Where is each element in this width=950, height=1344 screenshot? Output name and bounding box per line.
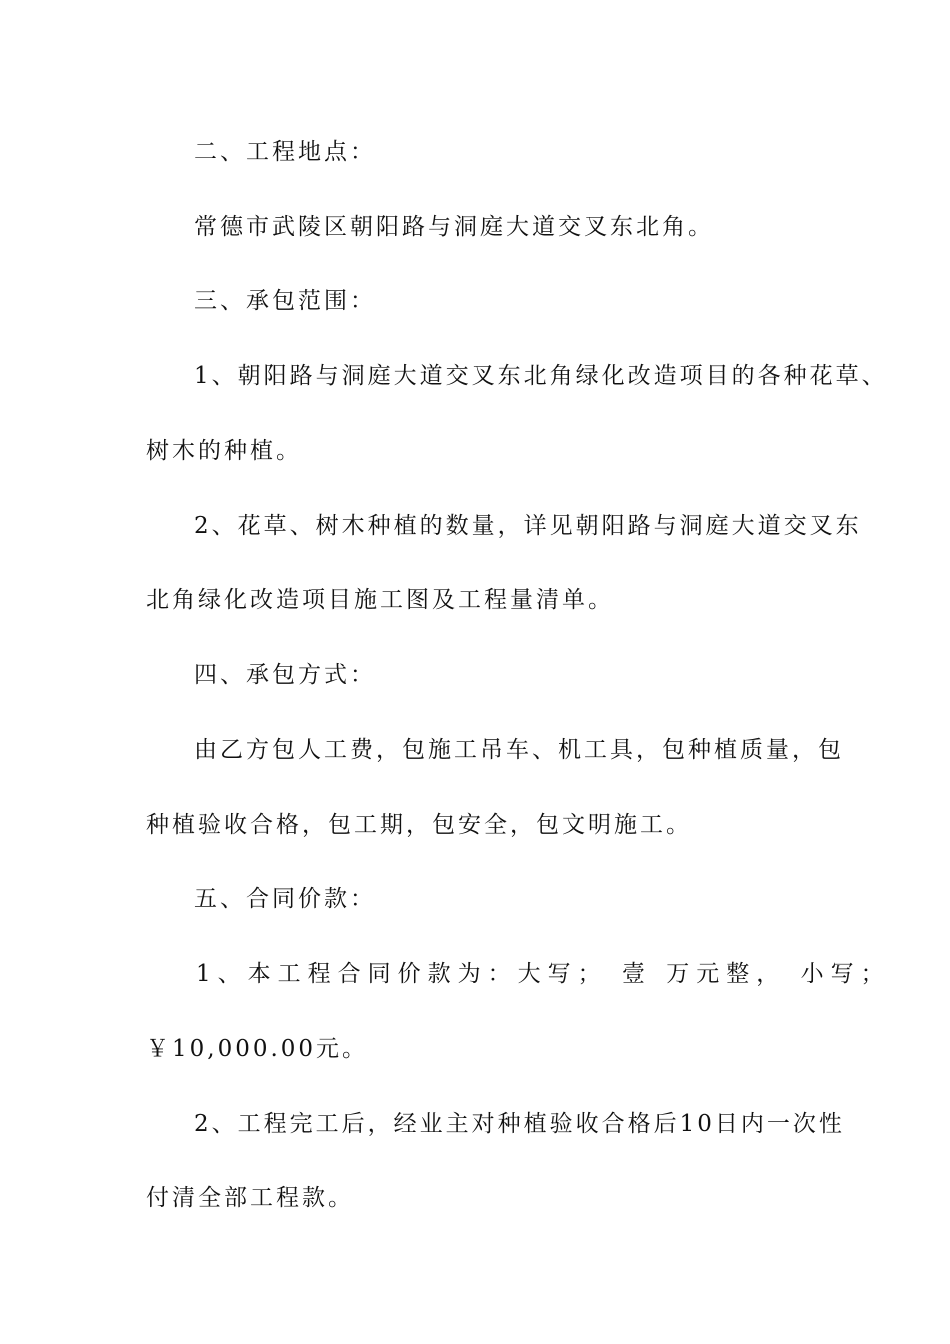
section-heading-location: 二、工程地点： xyxy=(194,139,376,165)
method-paragraph-line-2: 种植验收合格，包工期，包安全，包文明施工。 xyxy=(146,812,692,838)
price-item-2-line-1: 2、工程完工后，经业主对种植验收合格后10日内一次性 xyxy=(194,1111,845,1137)
scope-item-2-line-2: 北角绿化改造项目施工图及工程量清单。 xyxy=(146,587,614,613)
price-item-1-line-2: ￥10,000.00元。 xyxy=(146,1036,369,1062)
scope-item-2-line-1: 2、花草、树木种植的数量，详见朝阳路与洞庭大道交叉东 xyxy=(194,513,862,539)
section-heading-method: 四、承包方式： xyxy=(194,662,376,688)
scope-item-1-line-1: 1、朝阳路与洞庭大道交叉东北角绿化改造项目的各种花草、 xyxy=(194,363,888,389)
price-item-2-line-2: 付清全部工程款。 xyxy=(146,1185,354,1211)
scope-item-1-line-2: 树木的种植。 xyxy=(146,438,302,464)
section-heading-scope: 三、承包范围： xyxy=(194,288,376,314)
price-item-1-line-1: 1、本工程合同价款为：大写； 壹 万元整， 小写； xyxy=(196,961,891,987)
paragraph-location: 常德市武陵区朝阳路与洞庭大道交叉东北角。 xyxy=(194,214,714,240)
section-heading-price: 五、合同价款： xyxy=(194,886,376,912)
method-paragraph-line-1: 由乙方包人工费，包施工吊车、机工具，包种植质量，包 xyxy=(194,737,844,763)
